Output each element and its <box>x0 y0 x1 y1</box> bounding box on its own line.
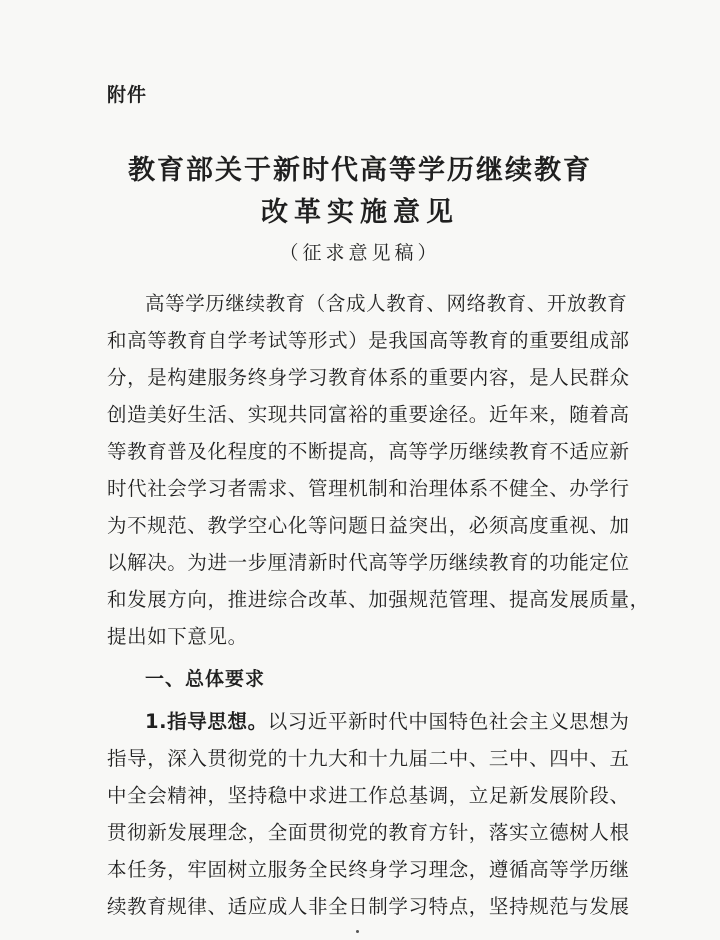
intro-line: 时代社会学习者需求、管理机制和治理体系不健全、办学行 <box>107 477 630 500</box>
intro-line: 为不规范、教学空心化等问题日益突出，必须高度重视、加 <box>107 514 630 537</box>
section-heading: 一、总体要求 <box>145 668 266 690</box>
intro-line: 创造美好生活、实现共同富裕的重要途径。近年来，随着高 <box>107 403 630 426</box>
intro-line: 和高等教育自学考试等形式）是我国高等教育的重要组成部 <box>107 329 630 352</box>
intro-line: 和发展方向，推进综合改革、加强规范管理、提高发展质量， <box>107 588 650 611</box>
intro-line: 以解决。为进一步厘清新时代高等学历继续教育的功能定位 <box>107 551 630 574</box>
guiding-line-first <box>145 706 630 734</box>
guiding-first-line-text: 以习近平新时代中国特色社会主义思想为 <box>267 710 630 733</box>
intro-line: 等教育普及化程度的不断提高，高等学历继续教育不适应新 <box>107 440 630 463</box>
intro-line: 提出如下意见。 <box>107 625 248 648</box>
document-title-line-1: 教育部关于新时代高等学历继续教育 <box>128 155 592 186</box>
guiding-line: 本任务，牢固树立服务全民终身学习理念，遵循高等学历继 <box>107 858 630 881</box>
attachment-label: 附件 <box>107 84 148 106</box>
guiding-line: 中全会精神，坚持稳中求进工作总基调，立足新发展阶段、 <box>107 784 630 807</box>
intro-line: 分，是构建服务终身学习教育体系的重要内容，是人民群众 <box>107 366 630 389</box>
guiding-line: 贯彻新发展理念，全面贯彻党的教育方针，落实立德树人根 <box>107 821 630 844</box>
guiding-label: 1.指导思想。 <box>145 710 268 733</box>
document-subtitle: （征求意见稿） <box>279 242 441 264</box>
document-title-line-2: 改革实施意见 <box>261 197 459 228</box>
intro-line: 高等学历继续教育（含成人教育、网络教育、开放教育 <box>145 292 628 315</box>
guiding-line: 指导，深入贯彻党的十九大和十九届二中、三中、四中、五 <box>107 747 630 770</box>
page-mark <box>356 930 359 933</box>
guiding-line: 续教育规律、适应成人非全日制学习特点，坚持规范与发展 <box>107 895 630 918</box>
